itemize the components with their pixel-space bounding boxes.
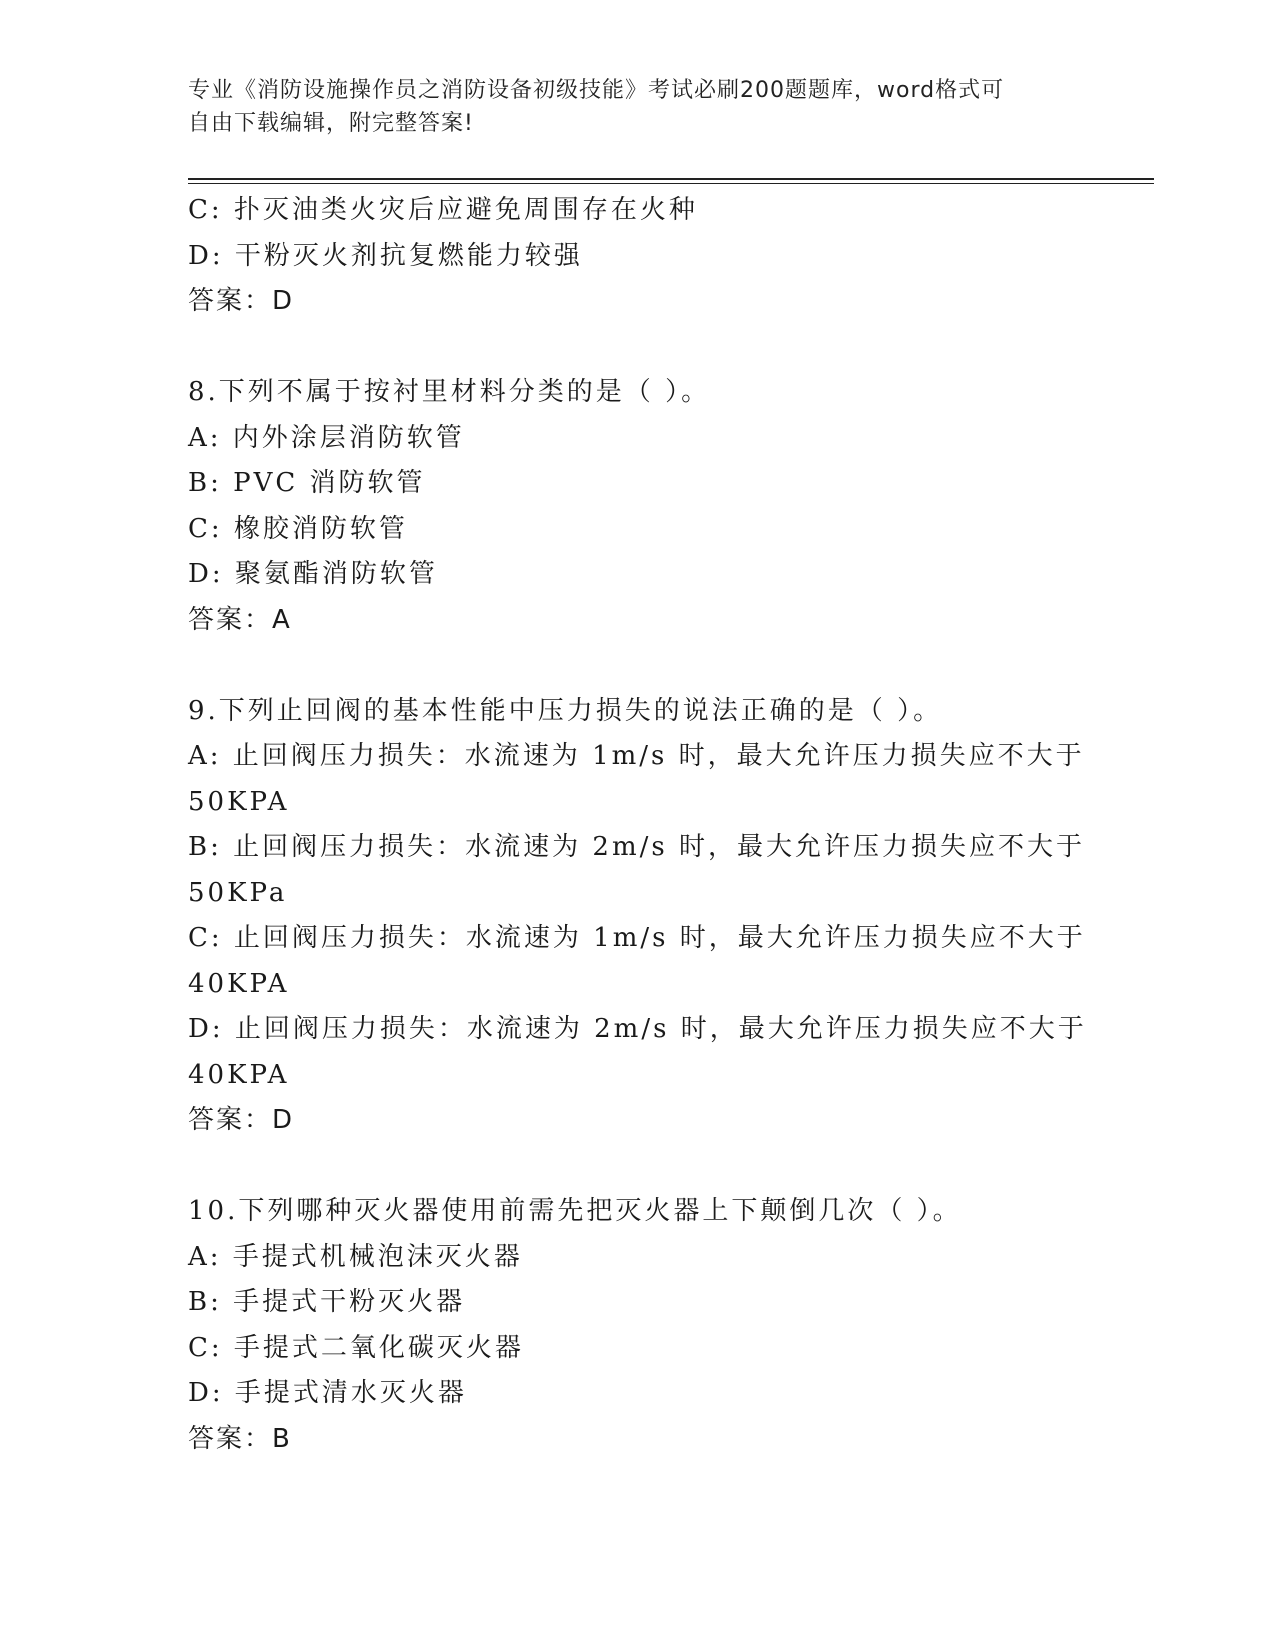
option-d: D: 干粉灭火剂抗复燃能力较强 [188, 240, 583, 271]
option-c-continued: 40KPA [188, 968, 290, 999]
document-header [188, 74, 1088, 140]
question-8 [188, 370, 1088, 643]
question-text: 9.下列止回阀的基本性能中压力损失的说法正确的是（ ）。 [188, 695, 943, 726]
option-a-continued: 50KPA [188, 786, 290, 817]
option-d: D: 手提式清水灭火器 [188, 1378, 467, 1408]
answer: 答案：D [188, 1105, 295, 1135]
option-d: D: 止回阀压力损失：水流速为 2m/s 时，最大允许压力损失应不大于 [188, 1014, 1087, 1044]
answer: 答案：B [188, 1423, 292, 1454]
option-c: C: 橡胶消防软管 [188, 513, 408, 544]
option-b-continued: 50KPa [188, 877, 288, 908]
question-list [188, 188, 1088, 1462]
option-b: B: PVC 消防软管 [188, 468, 426, 498]
question-10 [188, 1189, 1088, 1462]
question-9 [188, 689, 1088, 1144]
option-c: C: 手提式二氧化碳灭火器 [188, 1332, 524, 1363]
option-c: C: 止回阀压力损失：水流速为 1m/s 时，最大允许压力损失应不大于 [188, 923, 1086, 953]
spacer [188, 643, 1088, 689]
option-b: B: 手提式干粉灭火器 [188, 1287, 466, 1317]
option-a: A: 手提式机械泡沫灭火器 [188, 1241, 523, 1272]
question-text: 8.下列不属于按衬里材料分类的是（ ）。 [188, 377, 711, 407]
option-a: A: 内外涂层消防软管 [188, 422, 465, 453]
header-title-line-2: 自由下载编辑，附完整答案! [188, 111, 474, 136]
option-c: C: 扑灭油类火灾后应避免周围存在火种 [188, 195, 698, 225]
option-d-continued: 40KPA [188, 1059, 290, 1090]
answer: 答案：D [188, 286, 295, 316]
header-divider-thick [188, 178, 1154, 180]
header-divider-thin [188, 183, 1154, 184]
spacer [188, 325, 1088, 371]
option-b: B: 止回阀压力损失：水流速为 2m/s 时，最大允许压力损失应不大于 [188, 832, 1085, 862]
option-d: D: 聚氨酯消防软管 [188, 559, 438, 589]
spacer [188, 1144, 1088, 1190]
option-a: A: 止回阀压力损失：水流速为 1m/s 时，最大允许压力损失应不大于 [188, 741, 1085, 771]
header-title-line-1: 专业《消防设施操作员之消防设备初级技能》考试必刷200题题库，word格式可 [188, 78, 1005, 103]
answer: 答案：A [188, 604, 292, 635]
question-7-continued [188, 188, 1088, 325]
question-text: 10.下列哪种灭火器使用前需先把灭火器上下颠倒几次（ ）。 [188, 1196, 962, 1226]
